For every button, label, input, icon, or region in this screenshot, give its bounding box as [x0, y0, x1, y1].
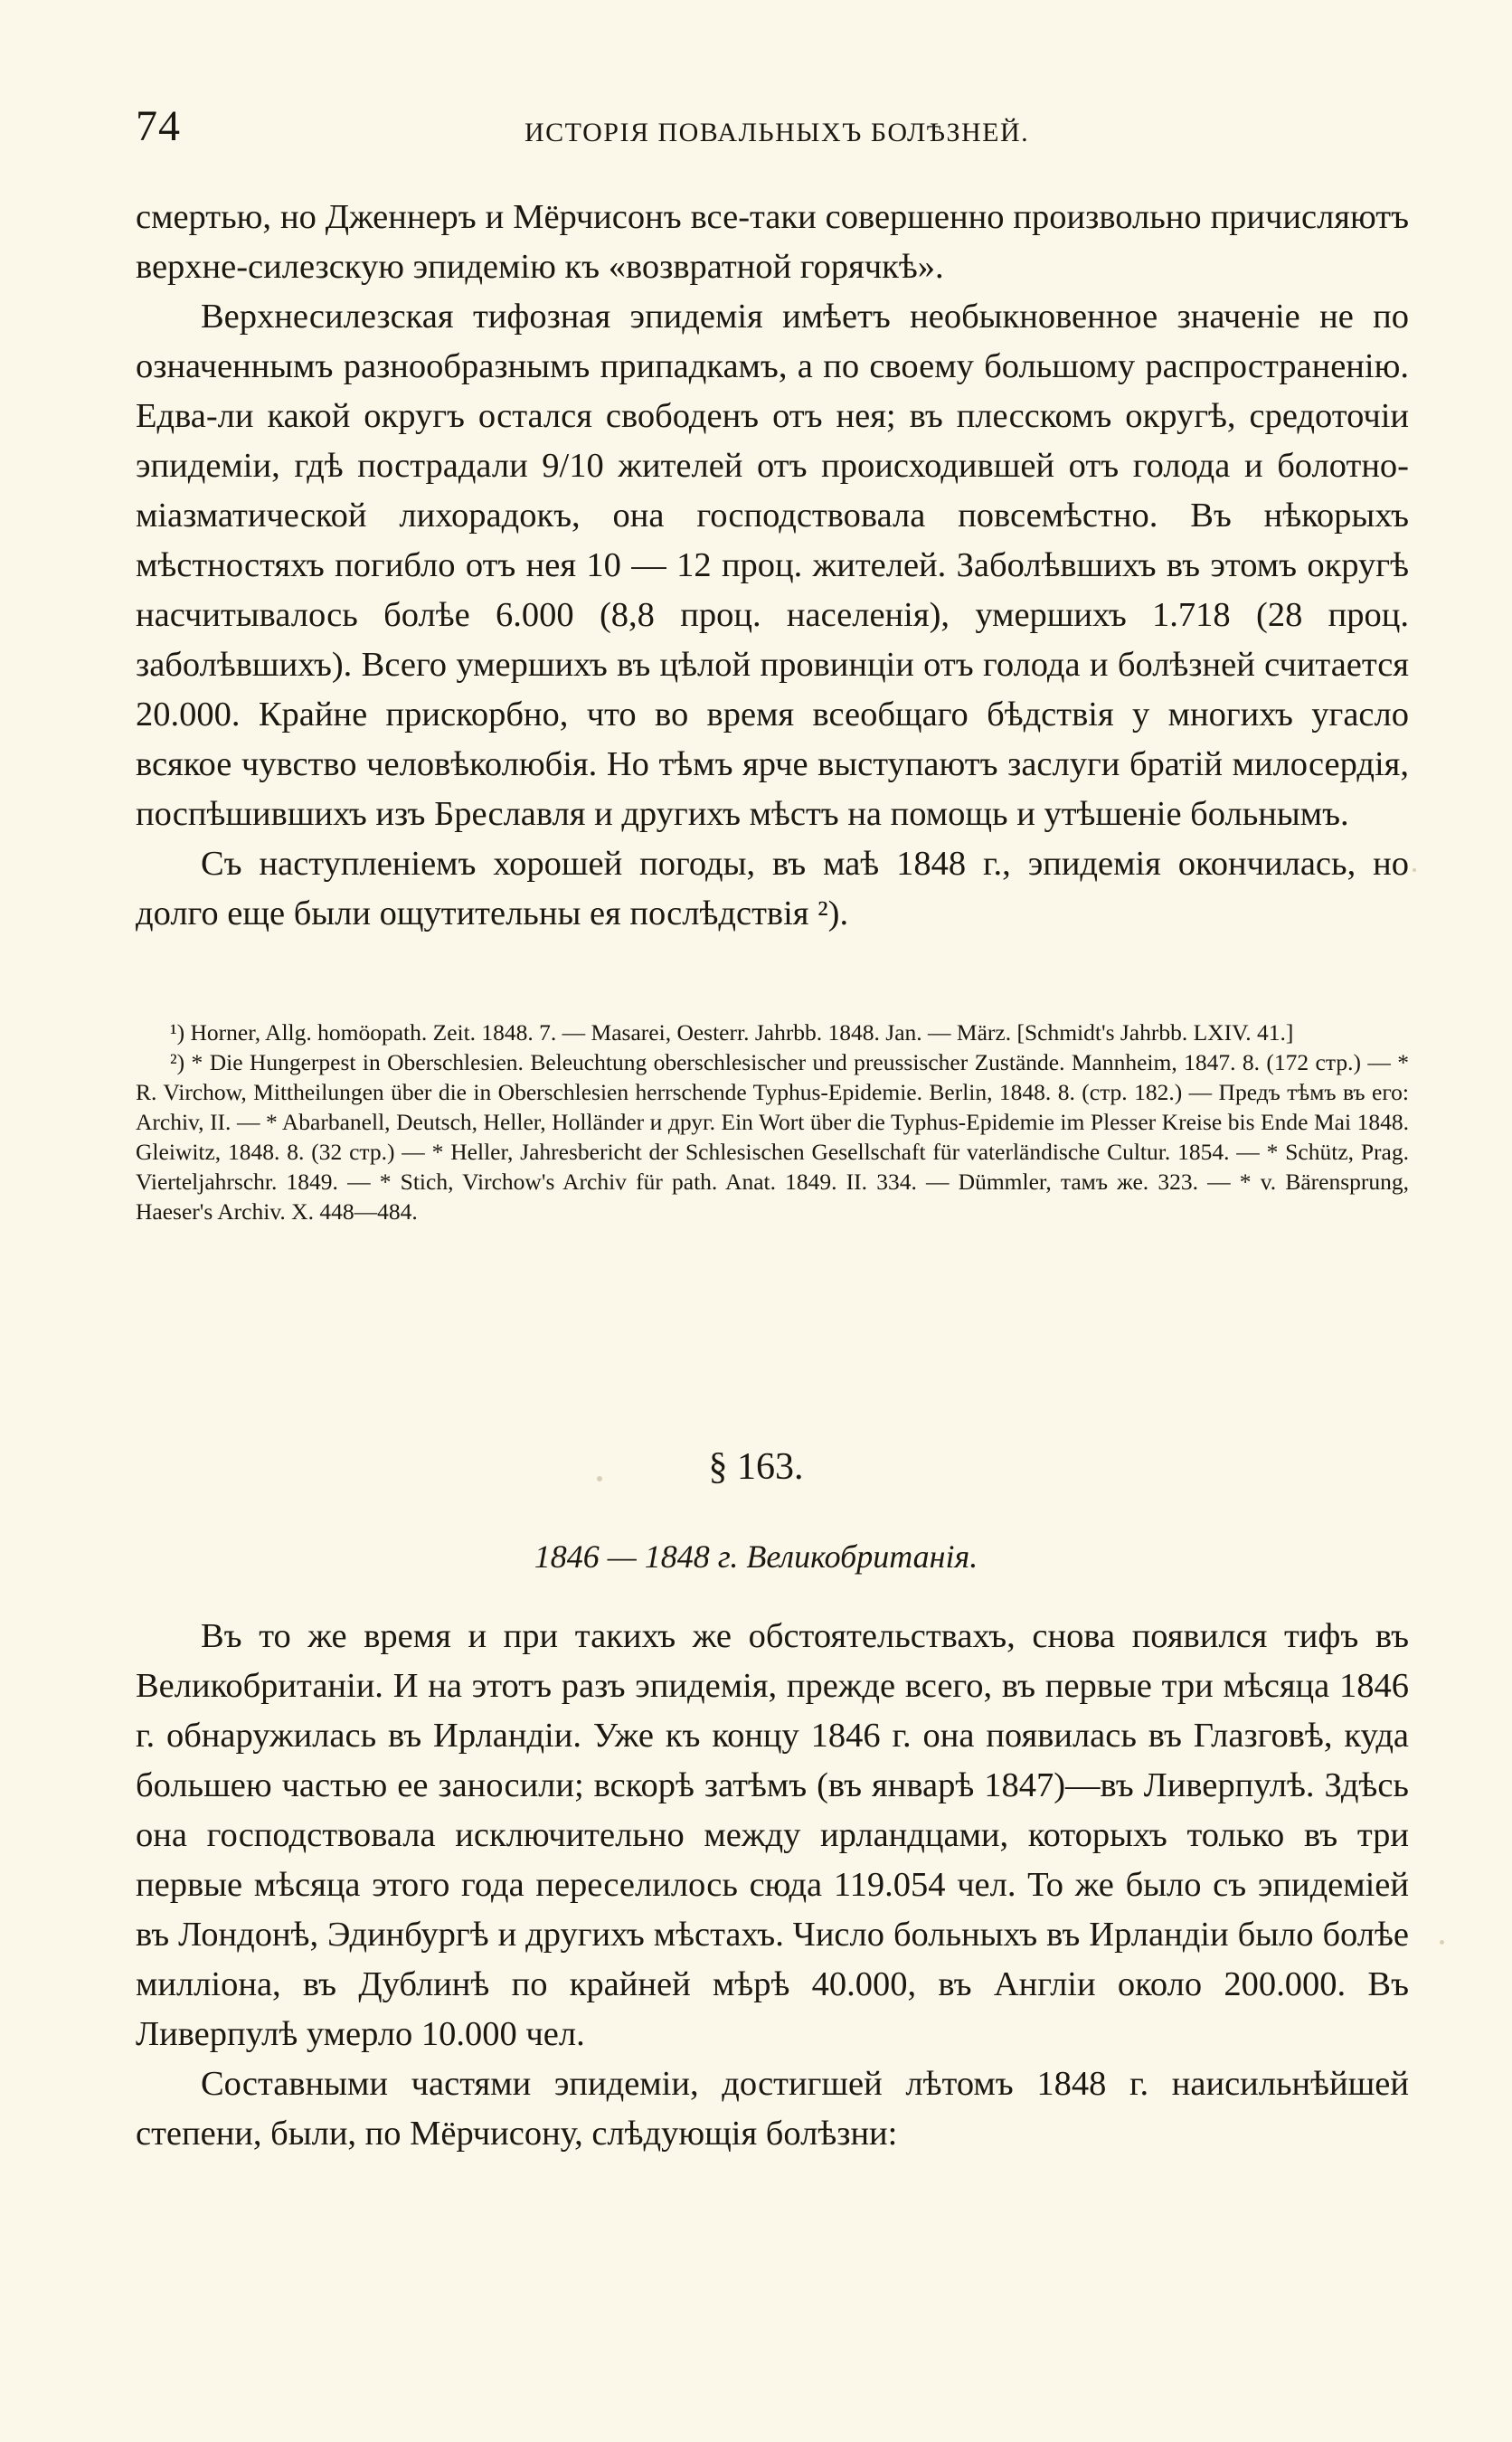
paragraph: Въ то же время и при такихъ же обстоятельствахъ, снова появился тифъ въ Великобританіи. И на этотъ разъ эпидемія, прежде всего, въ первые три мѣсяца 1846 г. обнаружилась въ Ирландіи. Уже къ концу 1846 г. она появилась въ Глазговѣ, куда большею частью ее заносили; вскорѣ затѣмъ (въ январѣ 1847)—въ Ливерпулѣ. Здѣсь она господствовала исключительно между ирландцами, которыхъ только въ три первые мѣсяца этого года переселилось сюда 119.054 чел. То же было съ эпидеміей въ Лондонѣ, Эдинбургѣ и другихъ мѣстахъ. Число больныхъ въ Ирландіи было болѣе милліона, въ Дублинѣ по крайней мѣрѣ 40.000, въ Англіи около 200.000. Въ Ливерпулѣ умерло 10.000 чел. [136, 1617, 1409, 2053]
footnote: ²) * Die Hungerpest in Oberschlesien. Beleuchtung oberschlesischer und preussischer Zustände. Mannheim, 1847. 8. (172 стр.) — * R. Virchow, Mittheilungen über die in Oberschlesien herrschende Typhus-Epidemie. Berlin, 1848. 8. (стр. 182.) — Предъ тѣмъ въ его: Archiv, II. — * Abarbanell, Deutsch, Heller, Holländer и друг. Ein Wort über die Typhus-Epidemie im Plesser Kreise bis Ende Mai 1848. Gleiwitz, 1848. 8. (32 стр.) — * Heller, Jahresbericht der Schlesischen Gesellschaft für vaterländische Cultur. 1854. — * Schütz, Prag. Vierteljahrschr. 1849. — * Stich, Virchow's Archiv für path. Anat. 1849. II. 334. — Dümmler, тамъ же. 323. — * v. Bärensprung, Haeser's Archiv. X. 448—484. [136, 1049, 1409, 1225]
section-number: § 163. [708, 1446, 804, 1488]
paragraph: Составными частями эпидеміи, достигшей лѣтомъ 1848 г. наисильнѣйшей степени, были, по Мёрчисону, слѣдующія болѣзни: [136, 2065, 1409, 2153]
paper-speck [1440, 1940, 1444, 1945]
footnote: ¹) Horner, Allg. homöopath. Zeit. 1848. 7. — Masarei, Oesterr. Jahrbb. 1848. Jan. — März. [Schmidt's Jahrbb. LXIV. 41.] [170, 1019, 1294, 1046]
paper-speck [1413, 868, 1416, 872]
body-text-bottom [136, 1612, 1409, 2159]
paragraph: смертью, но Дженнеръ и Мёрчисонъ все-таки совершенно произвольно причисляютъ верхне-силезскую эпидемію къ «возвратной горячкѣ». [136, 198, 1409, 286]
page-header [127, 101, 1411, 156]
paragraph: Верхнесилезская тифозная эпидемія имѣетъ необыкновенное значеніе не по означеннымъ разнообразнымъ припадкамъ, а по своему большому распространенію. Едва-ли какой округъ остался свободенъ отъ нея; въ плесскомъ округѣ, средоточіи эпидеміи, гдѣ пострадали 9/10 жителей отъ происходившей отъ голода и болотно-міазматической лихорадокъ, она господствовала повсемѣстно. Въ нѣкорыхъ мѣстностяхъ погибло отъ нея 10 — 12 проц. жителей. Заболѣвшихъ въ этомъ округѣ насчитывалось болѣе 6.000 (8,8 проц. населенія), умершихъ 1.718 (28 проц. заболѣвшихъ). Всего умершихъ въ цѣлой провинціи отъ голода и болѣзней считается 20.000. Крайне прискорбно, что во время всеобщаго бѣдствія у многихъ угасло всякое чувство человѣколюбія. Но тѣмъ ярче выступаютъ заслуги братій милосердія, поспѣшившихъ изъ Бреславля и другихъ мѣстъ на помощь и утѣшеніе больнымъ. [136, 298, 1409, 833]
page-number: 74 [136, 102, 181, 150]
footnotes [136, 1018, 1409, 1226]
body-text-top [136, 193, 1409, 939]
section-subtitle: 1846 — 1848 г. Великобританія. [534, 1538, 978, 1575]
paragraph: Съ наступленіемъ хорошей погоды, въ маѣ 1848 г., эпидемія окончилась, но долго еще были ощутительны ея послѣдствія ²). [136, 845, 1409, 932]
paper-speck [597, 1476, 602, 1481]
running-title: ИСТОРІЯ ПОВАЛЬНЫХЪ БОЛѢЗНЕЙ. [524, 118, 1030, 147]
